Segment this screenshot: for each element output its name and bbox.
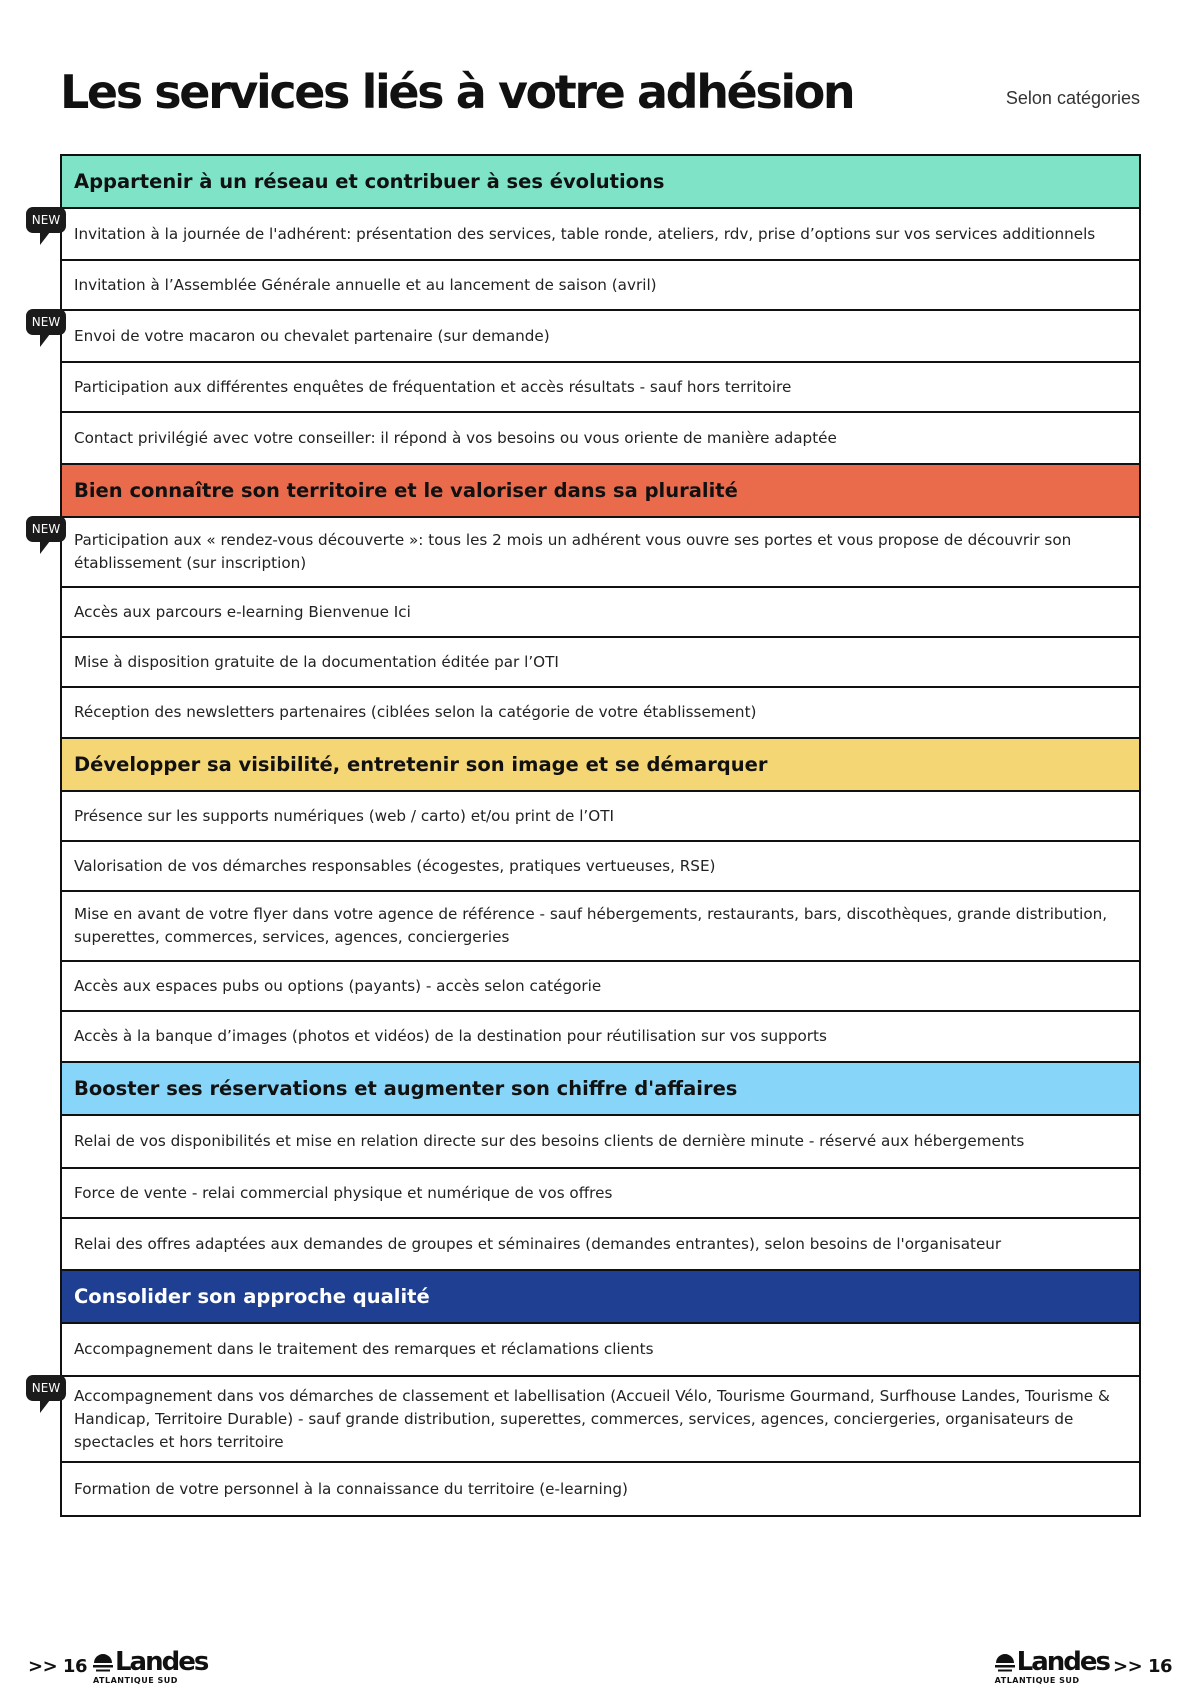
service-row bbox=[62, 261, 1139, 311]
service-text: Accompagnement dans vos démarches de classement et labellisation (Accueil Vélo, Tourisme Gourmand, Surfhouse Landes, Tourisme & Handicap, Territoire Durable) - sauf grande distribution, superettes, commerces, services, agences, conciergeries, organisateurs de spectacles et hors territoire bbox=[74, 1386, 1110, 1451]
service-row bbox=[62, 413, 1139, 465]
new-badge: NEW bbox=[26, 516, 66, 542]
service-text: Réception des newsletters partenaires (ciblées selon la catégorie de votre établissement) bbox=[74, 703, 757, 721]
section-header: Bien connaître son territoire et le valoriser dans sa pluralité bbox=[62, 465, 1139, 518]
logo-tagline: ATLANTIQUE SUD bbox=[994, 1676, 1080, 1685]
logo-wordmark: Landes bbox=[1016, 1647, 1110, 1677]
footer-right bbox=[989, 1648, 1172, 1688]
service-row bbox=[62, 1219, 1139, 1271]
service-row bbox=[62, 1012, 1139, 1063]
service-text: Formation de votre personnel à la connaissance du territoire (e-learning) bbox=[74, 1479, 628, 1498]
new-badge: NEW bbox=[26, 1375, 66, 1401]
service-row bbox=[62, 1169, 1139, 1219]
section-header: Développer sa visibilité, entretenir son image et se démarquer bbox=[62, 739, 1139, 792]
service-text: Relai des offres adaptées aux demandes de groupes et séminaires (demandes entrantes), selon besoins de l'organisateur bbox=[74, 1234, 1002, 1253]
service-text: Valorisation de vos démarches responsables (écogestes, pratiques vertueuses, RSE) bbox=[74, 856, 716, 875]
landes-logo bbox=[91, 1648, 207, 1686]
section-header: Appartenir à un réseau et contribuer à ses évolutions bbox=[62, 156, 1139, 209]
footer-left bbox=[28, 1648, 211, 1688]
service-text: Envoi de votre macaron ou chevalet partenaire (sur demande) bbox=[74, 326, 550, 345]
page-number: >> 16 bbox=[28, 1656, 87, 1677]
service-row bbox=[62, 842, 1139, 892]
page-number: >> 16 bbox=[1113, 1656, 1172, 1677]
service-text: Participation aux différentes enquêtes de fréquentation et accès résultats - sauf hors territoire bbox=[74, 377, 792, 396]
service-row bbox=[62, 792, 1139, 842]
service-row bbox=[62, 1324, 1139, 1377]
service-row bbox=[31, 1377, 1139, 1463]
page-title: Les services liés à votre adhésion bbox=[60, 65, 854, 119]
sun-wave-icon bbox=[993, 1650, 1017, 1674]
service-row bbox=[62, 892, 1139, 962]
sun-wave-icon bbox=[91, 1650, 115, 1674]
service-row bbox=[31, 518, 1139, 588]
landes-logo bbox=[993, 1648, 1109, 1686]
service-text: Relai de vos disponibilités et mise en relation directe sur des besoins clients de dernière minute - réservé aux hébergements bbox=[74, 1132, 1025, 1150]
service-text: Accompagnement dans le traitement des remarques et réclamations clients bbox=[74, 1340, 654, 1358]
service-text: Invitation à l’Assemblée Générale annuelle et au lancement de saison (avril) bbox=[74, 275, 657, 294]
service-text: Accès à la banque d’images (photos et vidéos) de la destination pour réutilisation sur vos supports bbox=[74, 1027, 827, 1045]
service-row bbox=[31, 209, 1139, 261]
service-row bbox=[62, 688, 1139, 739]
service-text: Participation aux « rendez-vous découverte »: tous les 2 mois un adhérent vous ouvre ses portes et vous propose de découvrir son établissement (sur inscription) bbox=[74, 531, 1072, 572]
section-header: Booster ses réservations et augmenter son chiffre d'affaires bbox=[62, 1063, 1139, 1116]
new-badge: NEW bbox=[26, 207, 66, 233]
logo-tagline: ATLANTIQUE SUD bbox=[92, 1676, 178, 1685]
page-subtitle: Selon catégories bbox=[1005, 88, 1140, 108]
service-text: Accès aux espaces pubs ou options (payants) - accès selon catégorie bbox=[74, 976, 602, 995]
logo-wordmark: Landes bbox=[114, 1647, 208, 1677]
service-row bbox=[62, 1463, 1139, 1515]
service-row bbox=[62, 1116, 1139, 1169]
service-text: Contact privilégié avec votre conseiller: il répond à vos besoins ou vous oriente de manière adaptée bbox=[74, 428, 837, 447]
service-text: Accès aux parcours e-learning Bienvenue Ici bbox=[74, 602, 411, 621]
service-row bbox=[31, 311, 1139, 363]
section-header: Consolider son approche qualité bbox=[62, 1271, 1139, 1324]
service-row bbox=[62, 638, 1139, 688]
service-text: Mise en avant de votre flyer dans votre agence de référence - sauf hébergements, restaurants, bars, discothèques, grande distribution, superettes, commerces, services, agences, conciergeries bbox=[74, 905, 1108, 946]
service-text: Présence sur les supports numériques (web / carto) et/ou print de l’OTI bbox=[74, 806, 614, 825]
service-text: Invitation à la journée de l'adhérent: présentation des services, table ronde, ateliers, rdv, prise d’options sur vos services additionnels bbox=[74, 224, 1096, 243]
service-row bbox=[62, 588, 1139, 638]
services-table bbox=[31, 154, 1141, 1517]
service-text: Mise à disposition gratuite de la documentation éditée par l’OTI bbox=[74, 652, 559, 671]
service-row bbox=[62, 962, 1139, 1012]
service-row bbox=[62, 363, 1139, 413]
service-text: Force de vente - relai commercial physique et numérique de vos offres bbox=[74, 1183, 613, 1202]
new-badge: NEW bbox=[26, 309, 66, 335]
